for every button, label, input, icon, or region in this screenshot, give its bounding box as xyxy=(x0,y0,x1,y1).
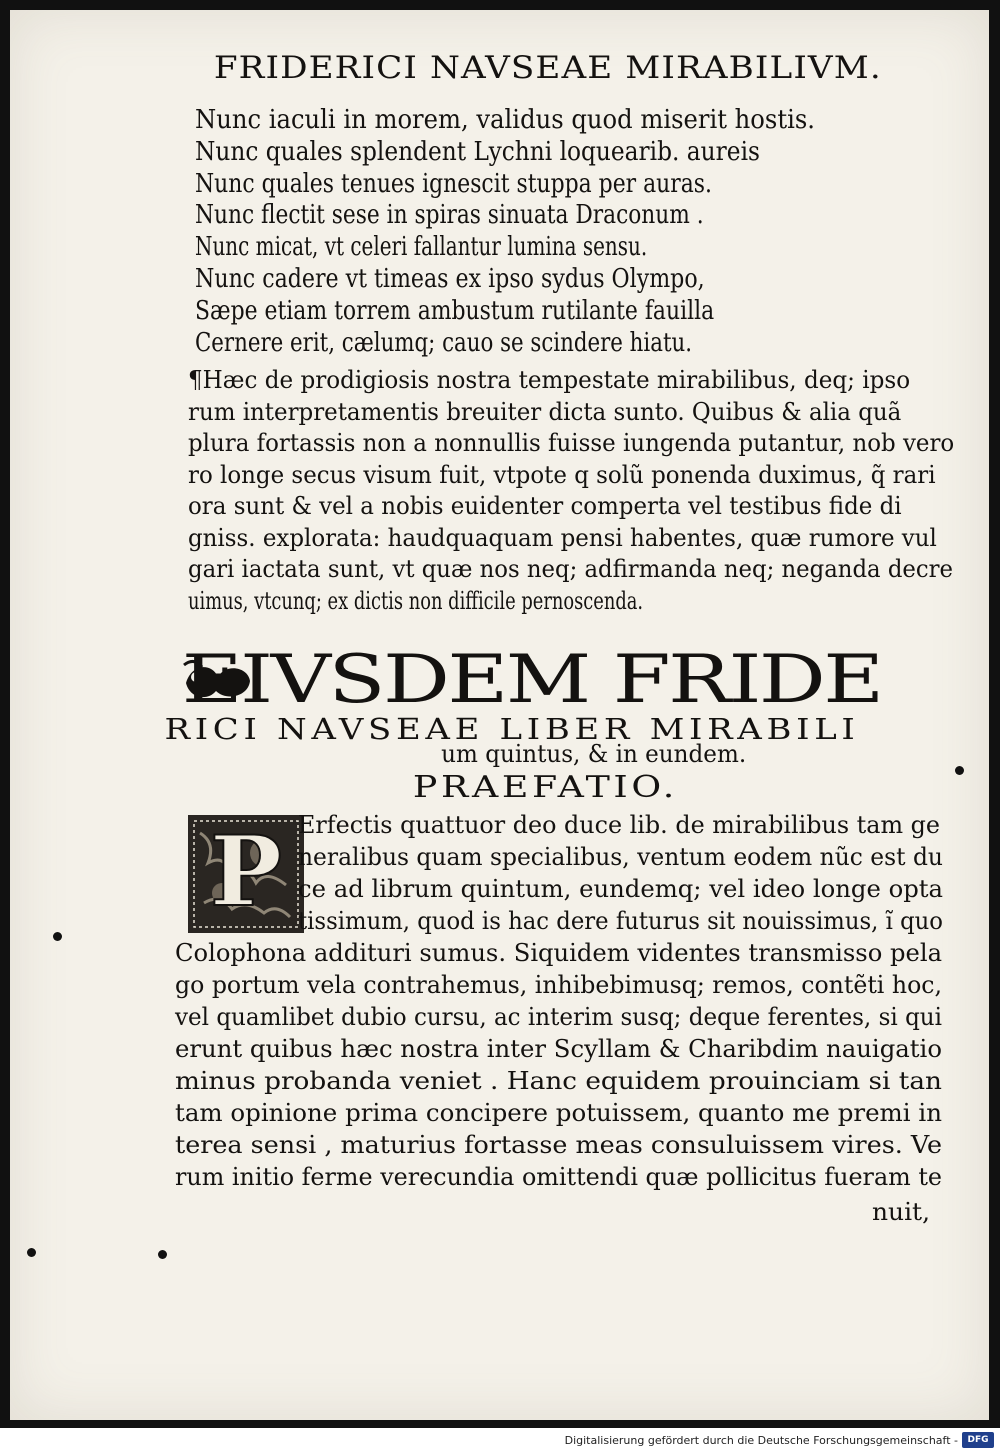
book-subheading-line3: um quintus, & in eundem. xyxy=(441,740,747,768)
prose-line: ora sunt & vel a nobis euidenter comperta vel testibus fide di xyxy=(188,492,902,520)
preface-line: Erfectis quattuor deo duce lib. de mirabilibus tam ge xyxy=(298,811,940,839)
preface-line: tissimum, quod is hac dere futurus sit nouissimus, ĩ quo xyxy=(298,907,943,935)
verse-line: Nunc cadere vt timeas ex ipso sydus Olympo, xyxy=(195,263,705,294)
preface-line: tam opinione prima concipere potuissem, quanto me premi in xyxy=(175,1099,942,1127)
preface-line: rum initio ferme verecundia omittendi quæ pollicitus fueram te xyxy=(175,1163,942,1191)
prose-line: uimus, vtcunq; ex dictis non difficile pernoscenda. xyxy=(188,586,644,615)
prose-line: rum interpretamentis breuiter dicta sunto. Quibus & alia quã xyxy=(188,397,902,426)
verse-line: Nunc quales tenues ignescit stuppa per auras. xyxy=(195,168,712,199)
prose-line: gniss. explorata: haudquaquam pensi habentes, quæ rumore vul xyxy=(188,523,937,552)
ink-spot xyxy=(955,766,964,775)
preface-line: go portum vela contrahemus, inhibebimusq; remos, contẽti hoc, xyxy=(175,971,942,999)
catchword: nuit, xyxy=(872,1198,930,1226)
verse-line: Nunc iaculi in morem, validus quod miserit hostis. xyxy=(195,105,815,135)
ink-spot xyxy=(27,1248,36,1257)
verse-block xyxy=(195,105,860,359)
preface-line: Colophona addituri sumus. Siquidem videntes transmisso pela xyxy=(175,939,943,967)
ink-spot xyxy=(53,932,62,941)
book-subheading: RICI NAVSEAE LIBER MIRABILI xyxy=(164,712,860,746)
footer-bar xyxy=(0,1428,1000,1453)
prose-line: gari iactata sunt, vt quæ nos neq; adfirmanda neq; neganda decre xyxy=(188,555,953,583)
verse-line: Sæpe etiam torrem ambustum rutilante fauilla xyxy=(195,295,715,326)
book-heading: EIVSDEM FRIDE xyxy=(181,641,882,718)
verse-line: Nunc micat, vt celeri fallantur lumina sensu. xyxy=(195,232,648,263)
book-page xyxy=(10,10,989,1420)
dfg-logo: DFG xyxy=(962,1432,994,1448)
verse-line: Cernere erit, cælumq; cauo se scindere hiatu. xyxy=(195,327,693,358)
prose-line: plura fortassis non a nonnullis fuisse iungenda putantur, nob vero xyxy=(188,429,955,457)
preface-line: vel quamlibet dubio cursu, ac interim susq; deque ferentes, si qui xyxy=(175,1003,942,1031)
prose-line: ro longe secus visum fuit, vtpote q solũ ponenda duximus, q̃ rari xyxy=(188,460,936,489)
preface-line: erunt quibus hæc nostra inter Scyllam & Charibdim nauigatio xyxy=(175,1035,942,1063)
initial-letter: P xyxy=(209,815,283,928)
prose-block xyxy=(188,365,994,617)
ink-spot xyxy=(158,1250,167,1259)
footer-credit: Digitalisierung gefördert durch die Deutsche Forschungsgemeinschaft - xyxy=(564,1434,958,1447)
preface-line: neralibus quam specialibus, ventum eodem nũc est du xyxy=(298,843,943,871)
preface-line: terea sensi , maturius fortasse meas consuluissem vires. Ve xyxy=(175,1131,942,1159)
verse-line: Nunc quales splendent Lychni loquearib. aureis xyxy=(195,136,760,167)
running-head: FRIDERICI NAVSEAE MIRABILIVM. xyxy=(213,50,882,86)
preface-line: minus probanda veniet . Hanc equidem prouinciam si tan xyxy=(175,1067,942,1095)
preface-line: ce ad librum quintum, eundemq; vel ideo longe opta xyxy=(298,875,943,903)
prose-line: ¶Hæc de prodigiosis nostra tempestate mirabilibus, deq; ipso xyxy=(188,366,911,394)
praefatio-heading: PRAEFATIO. xyxy=(412,770,678,805)
decorated-initial-icon xyxy=(186,813,306,935)
verse-line: Nunc flectit sese in spiras sinuata Draconum . xyxy=(195,200,704,231)
